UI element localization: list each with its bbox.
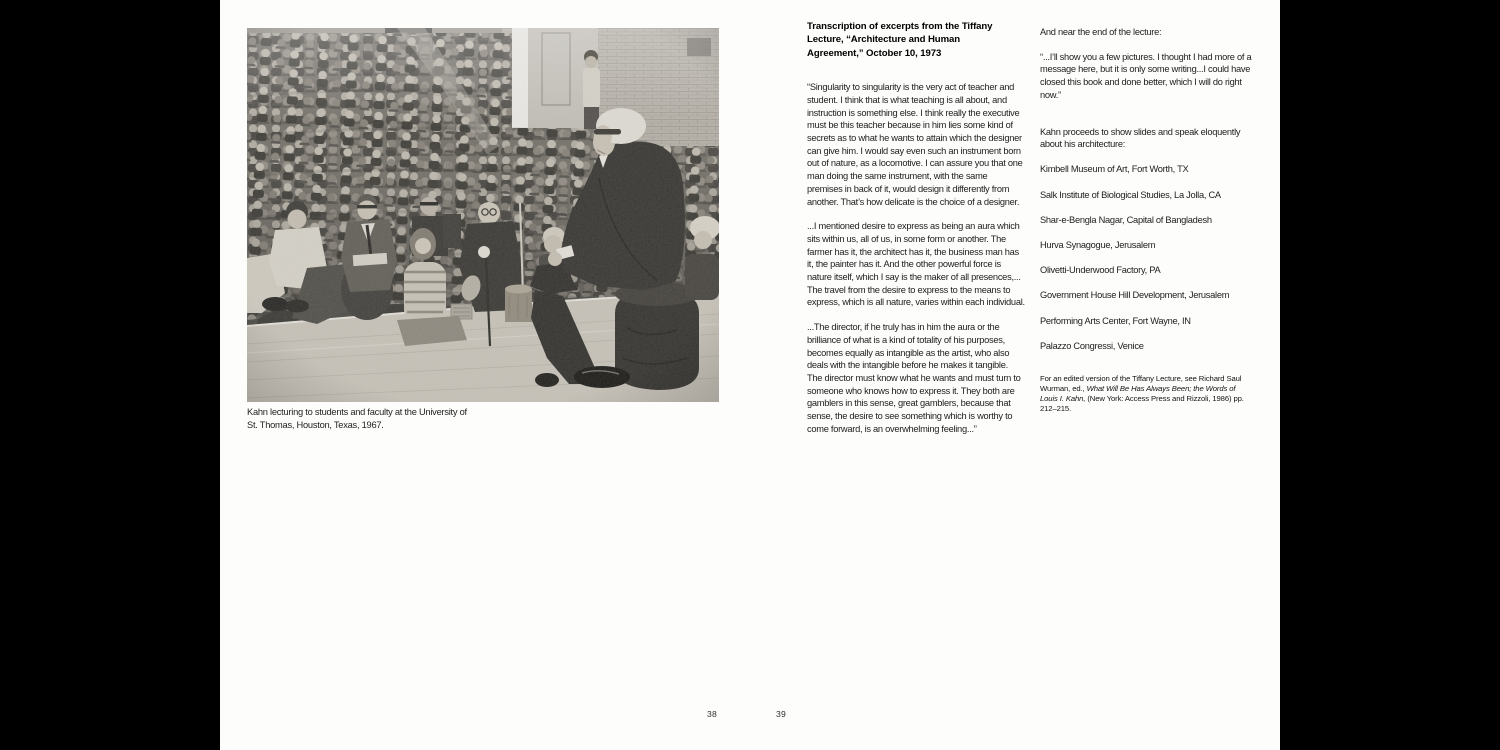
photo-caption: Kahn lecturing to students and faculty at the University of St. Thomas, Houston, Texas, 1967. (247, 407, 467, 430)
closing-quote: “...I’ll show you a few pictures. I thought I had more of a message here, but it is only some writing...I could have closed this book and done better, which I will do right now.” (1040, 51, 1252, 100)
transcription-paragraph: “Singularity to singularity is the very act of teacher and student. I think that is what teaching is all about, and instruction is something else. I think really the executive must be this teacher because in him lies some kind of secrets as to what he wants to attain which the designer can give him. I would say even such an instrument born out of nature, as a locomotive. I can assure you that one man doing the same instrument, with the same premises in back of it, would design it differently from another. That’s how delicate is the choice of a designer. (807, 82, 1023, 207)
footnote-text-after: (New York: Access Press and Rizzoli, 1986) pp. 212–215. (1040, 393, 1244, 413)
page-number-left: 38 (707, 709, 717, 719)
lecture-end-intro: And near the end of the lecture: (1040, 27, 1162, 37)
lecture-photo-illustration (247, 28, 719, 402)
transcription-paragraph: ...I mentioned desire to express as being an aura which sits within us, all of us, in some form or another. The farmer has it, the architect has it, the business man has it, the painter has it. And the other powerful force is nature itself, which I say is the maker of all presences,... The travel from the desire to express to the means to express, which is all nature, varies within each individual. (807, 221, 1025, 308)
project-list-item: Shar-e-Bengla Nagar, Capital of Bangladesh (1040, 214, 1212, 225)
project-list-item: Hurva Synagogue, Jerusalem (1040, 240, 1156, 251)
lecture-photo (247, 28, 719, 402)
project-list-item: Government House Hill Development, Jerusalem (1040, 290, 1230, 301)
project-list-item: Olivetti-Underwood Factory, PA (1040, 265, 1161, 276)
book-spread (220, 0, 1280, 750)
project-list (1040, 163, 1258, 352)
project-list-item: Performing Arts Center, Fort Wayne, IN (1040, 315, 1191, 326)
footnote-book-title: What Will Be Has Always Been; the Words of Louis I. Kahn, (1040, 383, 1236, 403)
transcription-paragraph: ...The director, if he truly has in him the aura or the brilliance of what is a kind of totality of his purposes, becomes equally as intangible as the artist, who also deals with the intangible before he makes it tangible. The director must know what he wants and must turn to someone who knows how to express it. They both are gamblers in this sense, great gamblers, because that sense, the desire to see something which is worthy to come forward, is an overwhelming feeling...” (807, 322, 1021, 434)
footnote-text-before: For an edited version of the Tiffany Lecture, see Richard Saul Wurman, ed., (1040, 373, 1242, 393)
footnote (1040, 374, 1252, 414)
project-list-item: Kimbell Museum of Art, Fort Worth, TX (1040, 164, 1189, 175)
project-list-item: Salk Institute of Biological Studies, La Jolla, CA (1040, 189, 1221, 200)
transcription-column (807, 20, 1025, 448)
transcription-heading: Transcription of excerpts from the Tiffany Lecture, “Architecture and Human Agreement,” October 10, 1973 (807, 21, 993, 59)
page-number-right: 39 (776, 709, 786, 719)
slides-lead-in: Kahn proceeds to show slides and speak eloquently about his architecture: (1040, 126, 1241, 150)
project-list-item: Palazzo Congressi, Venice (1040, 340, 1144, 351)
lecture-end-column (1040, 26, 1258, 414)
